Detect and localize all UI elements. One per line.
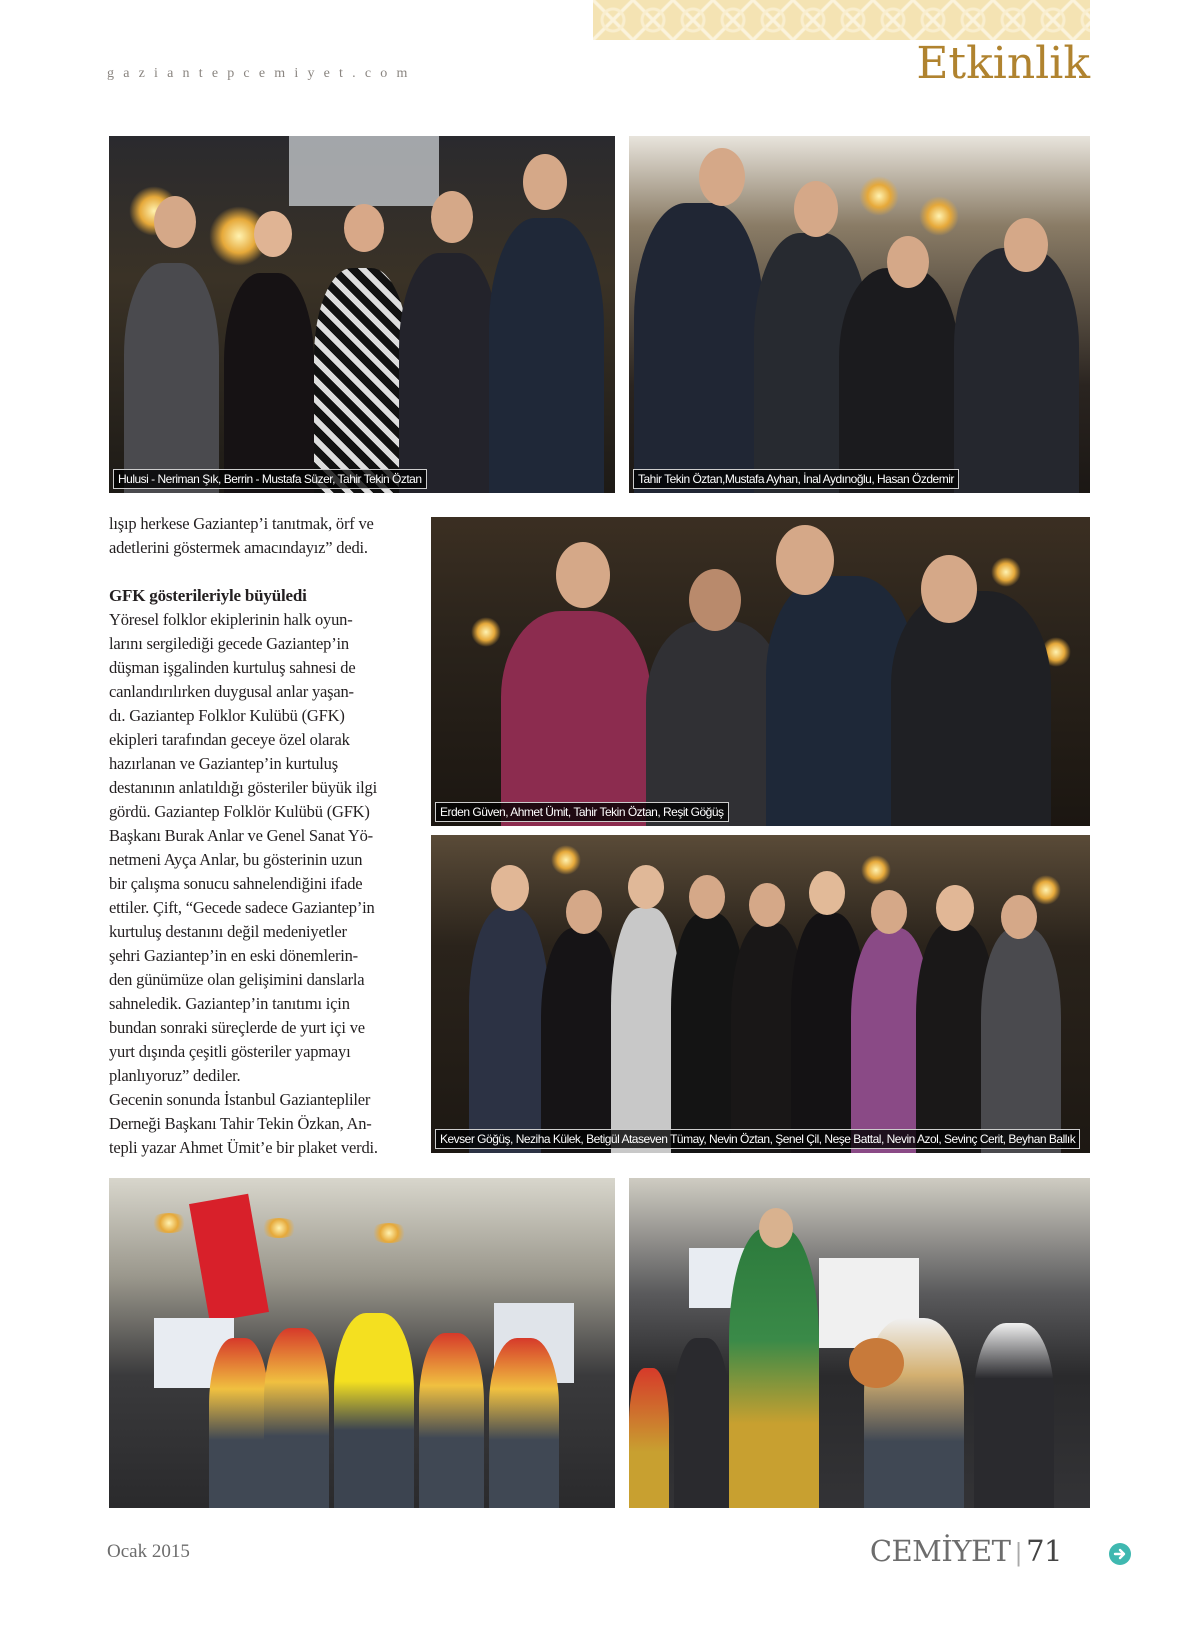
text-line: netmeni Ayça Anlar, bu gösterinin uzun <box>109 850 363 869</box>
text-line: lışıp herkese Gaziantep’i tanıtmak, örf ve <box>109 514 374 533</box>
text-line: Derneği Başkanı Tahir Tekin Özkan, An- <box>109 1114 372 1133</box>
text-line: adetlerini göstermek amacındayız” dedi. <box>109 538 368 557</box>
text-line: Başkanı Burak Anlar ve Genel Sanat Yö- <box>109 826 373 845</box>
text-line: dı. Gaziantep Folklor Kulübü (GFK) <box>109 706 345 725</box>
text-line: planlıyoruz” dediler. <box>109 1066 241 1085</box>
text-line: tepli yazar Ahmet Ümit’e bir plaket verdi. <box>109 1138 378 1157</box>
text-line: den günümüze olan gelişimini danslarla <box>109 970 365 989</box>
photo-folk-dance-1 <box>109 1178 615 1508</box>
photo-caption: Kevser Göğüş, Neziha Külek, Betigül Ataseven Tümay, Nevin Öztan, Şenel Çil, Neşe Battal, Nevin Azol, Sevinç Cerit, Beyhan Ballık <box>435 1129 1080 1149</box>
site-url: gaziantepcemiyet.com <box>107 66 417 81</box>
text-line: Yöresel folklor ekiplerinin halk oyun- <box>109 610 353 629</box>
photo-guests-3 <box>431 517 1090 826</box>
text-line: Gecenin sonunda İstanbul Gaziantepliler <box>109 1090 371 1109</box>
photo-caption: Hulusi - Neriman Şık, Berrin - Mustafa Süzer, Tahir Tekin Öztan <box>113 469 427 489</box>
page-number: 71 <box>1026 1534 1062 1568</box>
text-line: destanının anlatıldığı gösteriler büyük ilgi <box>109 778 377 797</box>
article-subheading: GFK gösterileriyle büyüledi <box>109 586 307 605</box>
article-body <box>109 584 409 1160</box>
brand-separator: | <box>1014 1539 1023 1567</box>
photo-ladies <box>431 835 1090 1153</box>
text-line: ekipleri tarafından geceye özel olarak <box>109 730 350 749</box>
text-line: larını sergilediği gecede Gaziantep’in <box>109 634 349 653</box>
text-line: yurt dışında çeşitli gösteriler yapmayı <box>109 1042 351 1061</box>
photo-folk-dance-2 <box>629 1178 1090 1508</box>
text-line: kurtuluş destanını değil medeniyetler <box>109 922 347 941</box>
brand-name: CEMİYET <box>869 1534 1011 1568</box>
section-title: Etkinlik <box>916 38 1090 89</box>
text-line: şehri Gaziantep’in en eski dönemlerin- <box>109 946 358 965</box>
header-ornament <box>593 0 1090 40</box>
text-line: sahneledik. Gaziantep’in tanıtımı için <box>109 994 350 1013</box>
text-line: düşman işgalinden kurtuluş sahnesi de <box>109 658 356 677</box>
photo-caption: Erden Güven, Ahmet Ümit, Tahir Tekin Öztan, Reşit Göğüş <box>435 802 729 822</box>
issue-date: Ocak 2015 <box>107 1541 190 1562</box>
photo-guests-1 <box>109 136 615 493</box>
text-line: ettiler. Çift, “Gecede sadece Gaziantep’in <box>109 898 375 917</box>
next-page-arrow-icon[interactable] <box>1109 1543 1131 1565</box>
text-line: hazırlanan ve Gaziantep’in kurtuluş <box>109 754 338 773</box>
text-line: gördü. Gaziantep Folklör Kulübü (GFK) <box>109 802 370 821</box>
text-line: canlandırılırken duygusal anlar yaşan- <box>109 682 354 701</box>
photo-guests-2 <box>629 136 1090 493</box>
text-line: bir çalışma sonucu sahnelendiğini ifade <box>109 874 363 893</box>
article-intro <box>109 512 409 560</box>
photo-caption: Tahir Tekin Öztan,Mustafa Ayhan, İnal Aydınoğlu, Hasan Özdemir <box>633 469 959 489</box>
text-line: bundan sonraki süreçlerde de yurt içi ve <box>109 1018 365 1037</box>
magazine-brand <box>870 1534 1062 1568</box>
